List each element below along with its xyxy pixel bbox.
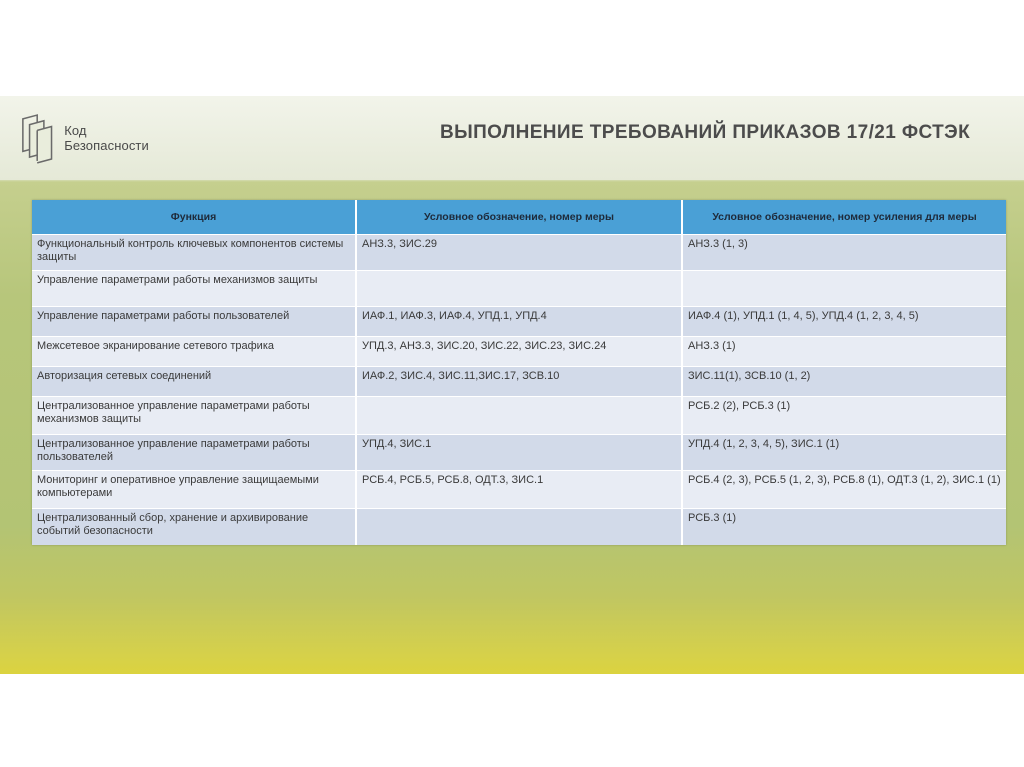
- brand-logo: [20, 110, 170, 166]
- table-row: [32, 435, 1006, 471]
- cell-measure: РСБ.4, РСБ.5, РСБ.8, ОДТ.3, ЗИС.1: [356, 471, 682, 509]
- page-title: ВЫПОЛНЕНИЕ ТРЕБОВАНИЙ ПРИКАЗОВ 17/21 ФСТЭК: [440, 122, 971, 143]
- cell-function: Мониторинг и оперативное управление защищаемыми компьютерами: [32, 471, 356, 509]
- cell-measure: ИАФ.1, ИАФ.3, ИАФ.4, УПД.1, УПД.4: [356, 307, 682, 337]
- cell-function: Централизованный сбор, хранение и архивирование событий безопасности: [32, 509, 356, 545]
- cell-function: Управление параметрами работы пользователей: [32, 307, 356, 337]
- cell-measure: [356, 271, 682, 307]
- cell-measure: УПД.3, АНЗ.3, ЗИС.20, ЗИС.22, ЗИС.23, ЗИС.24: [356, 337, 682, 367]
- cell-enhancement: ИАФ.4 (1), УПД.1 (1, 4, 5), УПД.4 (1, 2, 3, 4, 5): [682, 307, 1006, 337]
- cell-enhancement: ЗИС.11(1), ЗСВ.10 (1, 2): [682, 367, 1006, 397]
- slide: [0, 96, 1024, 674]
- header-enhancement: Условное обозначение, номер усиления для меры: [682, 200, 1006, 235]
- cell-function: Централизованное управление параметрами работы механизмов защиты: [32, 397, 356, 435]
- cell-function: Межсетевое экранирование сетевого трафика: [32, 337, 356, 367]
- cell-measure: [356, 397, 682, 435]
- cell-enhancement: РСБ.2 (2), РСБ.3 (1): [682, 397, 1006, 435]
- cell-measure: [356, 509, 682, 545]
- table-row: [32, 271, 1006, 307]
- cell-enhancement: РСБ.4 (2, 3), РСБ.5 (1, 2, 3), РСБ.8 (1), ОДТ.3 (1, 2), ЗИС.1 (1): [682, 471, 1006, 509]
- cell-enhancement: [682, 271, 1006, 307]
- cell-measure: ИАФ.2, ЗИС.4, ЗИС.11,ЗИС.17, ЗСВ.10: [356, 367, 682, 397]
- cell-enhancement: АНЗ.3 (1, 3): [682, 235, 1006, 271]
- cell-function: Авторизация сетевых соединений: [32, 367, 356, 397]
- table-row: [32, 307, 1006, 337]
- requirements-table: [32, 200, 1006, 545]
- table-row: [32, 367, 1006, 397]
- cell-enhancement: УПД.4 (1, 2, 3, 4, 5), ЗИС.1 (1): [682, 435, 1006, 471]
- brand-name: Код Безопасности: [64, 123, 149, 153]
- cell-function: Централизованное управление параметрами работы пользователей: [32, 435, 356, 471]
- cell-measure: УПД.4, ЗИС.1: [356, 435, 682, 471]
- table-row: [32, 509, 1006, 545]
- table-row: [32, 235, 1006, 271]
- book-stack-logo-icon: [20, 112, 58, 164]
- table-row: [32, 337, 1006, 367]
- table-row: [32, 471, 1006, 509]
- header-function: Функция: [32, 200, 356, 235]
- cell-function: Функциональный контроль ключевых компонентов системы защиты: [32, 235, 356, 271]
- cell-enhancement: АНЗ.3 (1): [682, 337, 1006, 367]
- header-measure: Условное обозначение, номер меры: [356, 200, 682, 235]
- slide-header: [0, 96, 1024, 180]
- requirements-table-container: [32, 200, 1006, 545]
- cell-function: Управление параметрами работы механизмов защиты: [32, 271, 356, 307]
- table-header-row: [32, 200, 1006, 235]
- table-row: [32, 397, 1006, 435]
- cell-measure: АНЗ.3, ЗИС.29: [356, 235, 682, 271]
- cell-enhancement: РСБ.3 (1): [682, 509, 1006, 545]
